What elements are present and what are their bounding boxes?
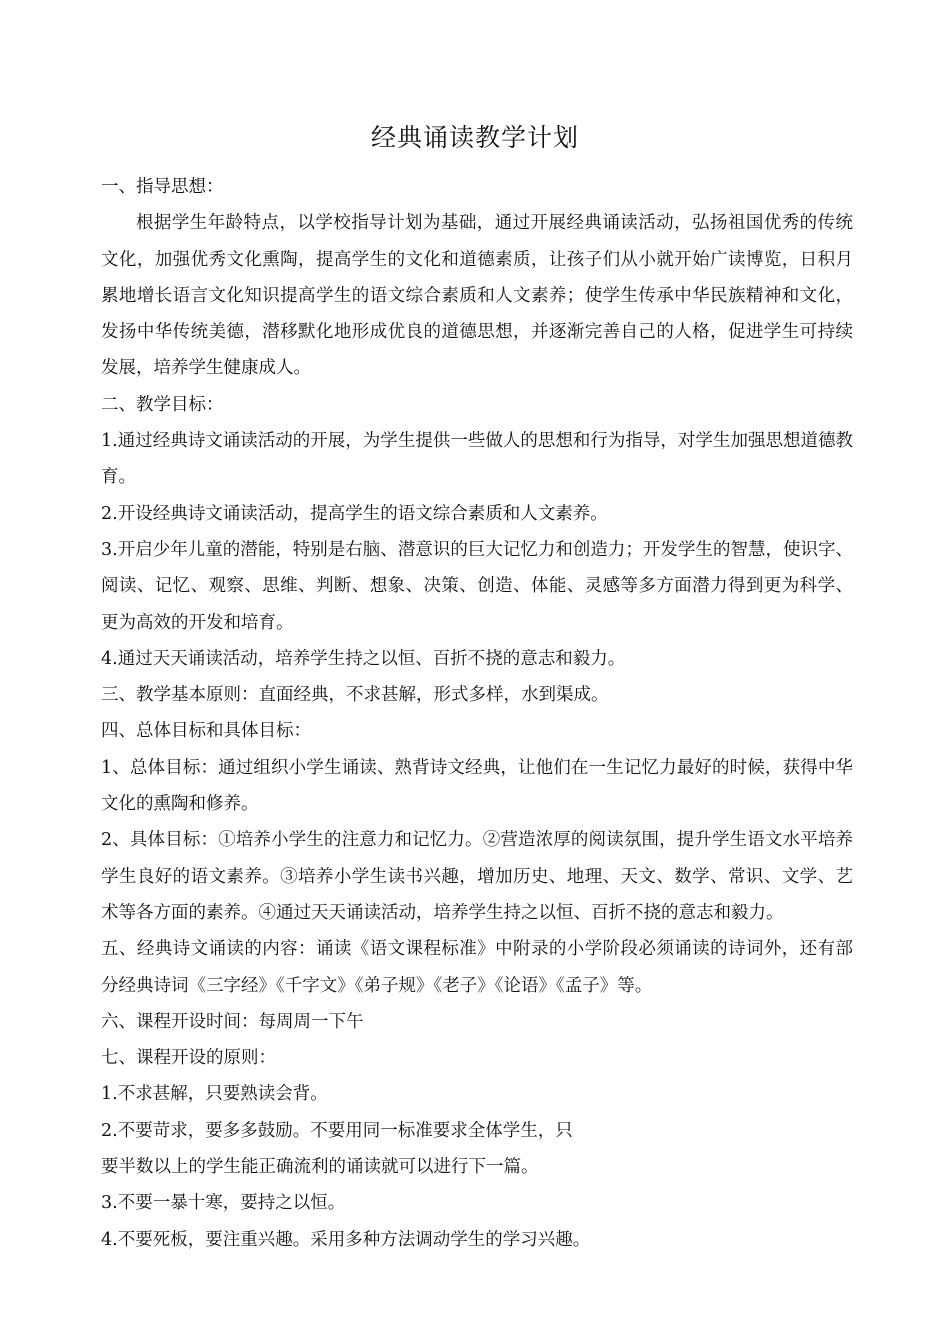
section-heading-course-principles: 七、课程开设的原则： bbox=[101, 1048, 276, 1069]
paragraph-guiding-ideology: 根据学生年龄特点，以学校指导计划为基础，通过开展经典诵读活动，弘扬祖国优秀的传统文化，加强优秀文化熏陶，提高学生的文化和道德素质，让孩子们从小就开始广读博览，日积月累地增长语言文化知识提高学生的语文综合素质和人文素养；使学生传承中华民族精神和文化，发扬中华传统美德，潜移默化地形成优良的道德思想，并逐渐完善自己的人格，促进学生可持续发展，培养学生健康成人。 bbox=[101, 213, 853, 379]
page-title: 经典诵读教学计划 bbox=[370, 123, 579, 152]
principle-item-2-continued: 要半数以上的学生能正确流利的诵读就可以进行下一篇。 bbox=[101, 1157, 539, 1178]
overall-goal-item: 1、总体目标：通过组织小学生诵读、熟背诗文经典，让他们在一生记忆力最好的时候，获得中华文化的熏陶和修养。 bbox=[101, 757, 853, 815]
section-heading-teaching-goals: 二、教学目标： bbox=[101, 394, 224, 415]
goal-item-2: 2.开设经典诗文诵读活动，提高学生的语文综合素质和人文素养。 bbox=[101, 503, 608, 524]
document-body bbox=[101, 169, 853, 1258]
section-heading-guiding-ideology: 一、指导思想： bbox=[101, 177, 224, 197]
goal-item-3: 3.开启少年儿童的潜能，特别是右脑、潜意识的巨大记忆力和创造力；开发学生的智慧，使识字、阅读、记忆、观察、思维、判断、想象、决策、创造、体能、灵感等多方面潜力得到更为科学、更为高效的开发和培育。 bbox=[101, 539, 853, 633]
section-course-time: 六、课程开设时间：每周周一下午 bbox=[101, 1011, 364, 1032]
principle-item-2: 2.不要苛求，要多多鼓励。不要用同一标准要求全体学生，只 bbox=[101, 1120, 573, 1141]
goal-item-1: 1.通过经典诗文诵读活动的开展，为学生提供一些做人的思想和行为指导，对学生加强思想道德教育。 bbox=[101, 431, 853, 488]
specific-goal-item: 2、具体目标：①培养小学生的注意力和记忆力。②营造浓厚的阅读氛围，提升学生语文水平培养学生良好的语文素养。③培养小学生读书兴趣，增加历史、地理、天文、数学、常识、文学、艺术等各方面的素养。④通过天天诵读活动，培养学生持之以恒、百折不挠的意志和毅力。 bbox=[101, 830, 853, 923]
section-basic-principles: 三、教学基本原则：直面经典，不求甚解，形式多样，水到渠成。 bbox=[101, 685, 609, 706]
principle-item-1: 1.不求甚解，只要熟读会背。 bbox=[101, 1084, 328, 1105]
principle-item-4: 4.不要死板，要注重兴趣。采用多种方法调动学生的学习兴趣。 bbox=[101, 1229, 591, 1250]
section-heading-overall-goals: 四、总体目标和具体目标： bbox=[101, 721, 311, 742]
principle-item-3: 3.不要一暴十寒，要持之以恒。 bbox=[101, 1193, 346, 1214]
goal-item-4: 4.通过天天诵读活动，培养学生持之以恒、百折不挠的意志和毅力。 bbox=[101, 648, 626, 669]
section-reading-content: 五、经典诗文诵读的内容：诵读《语文课程标准》中附录的小学阶段必须诵读的诗词外，还有部分经典诗词《三字经》《千字文》《弟子规》《老子》《论语》《孟子》等。 bbox=[101, 939, 853, 996]
